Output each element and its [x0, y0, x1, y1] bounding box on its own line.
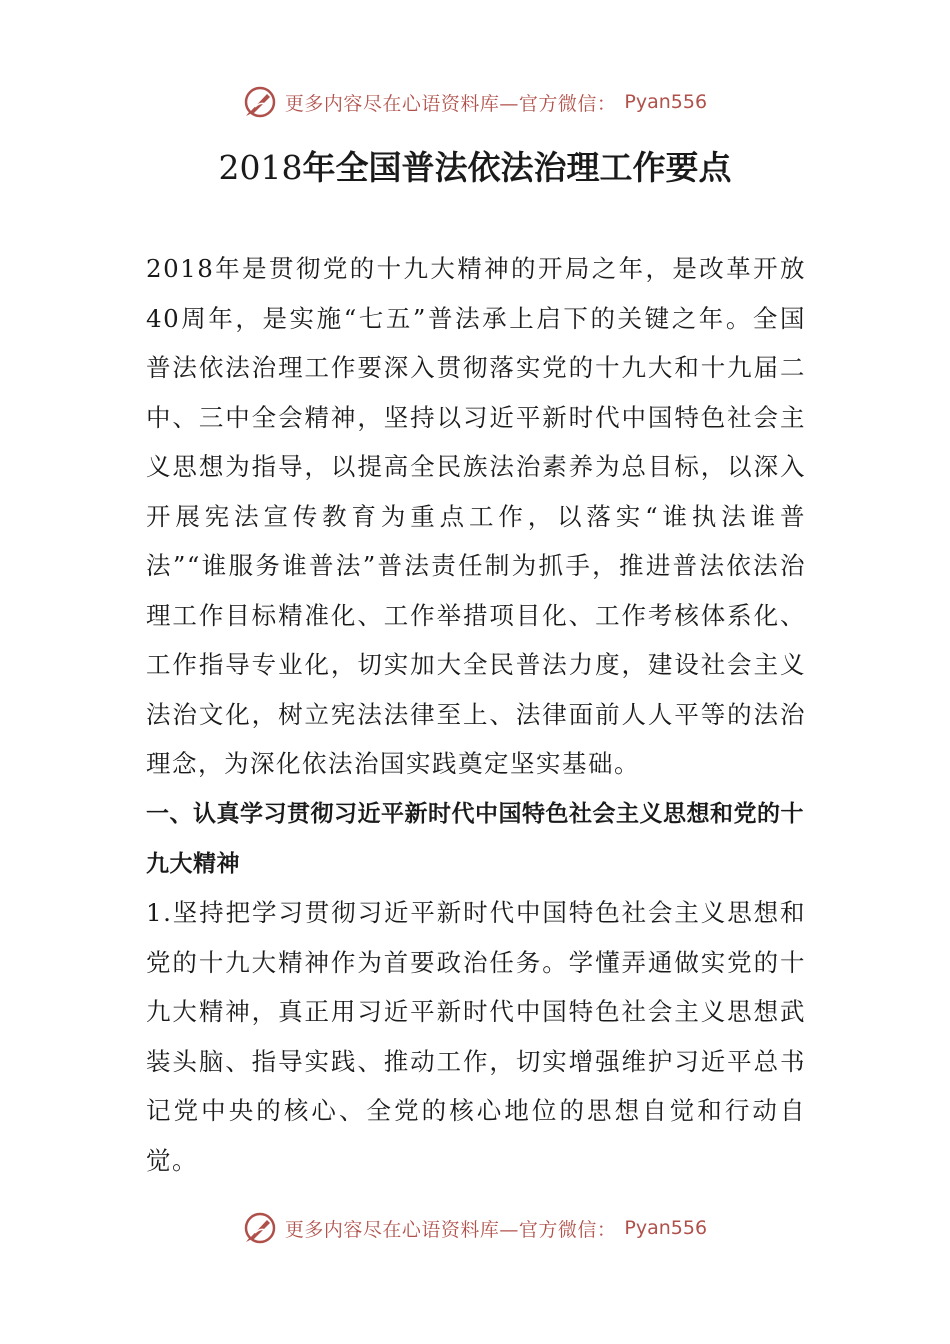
section-1 — [146, 789, 806, 889]
intro-paragraph: 2018年是贯彻党的十九大精神的开局之年，是改革开放40周年，是实施“七五”普法承上启下的关键之年。全国普法依法治理工作要深入贯彻落实党的十九大和十九届二中、三中全会精神，坚持以习近平新时代中国特色社会主义思想为指导，以提高全民族法治素养为总目标，以深入开展宪法宣传教育为重点工作，以落实“谁执法谁普法”“谁服务谁普法”普法责任制为抓手，推进普法依法治理工作目标精准化、工作举措项目化、工作考核体系化、工作指导专业化，切实加大全民普法力度，建设社会主义法治文化，树立宪法法律至上、法律面前人人平等的法治理念，为深化依法治国实践奠定坚实基础。 — [146, 254, 806, 778]
title-text: 年全国普法依法治理工作要点 — [302, 148, 732, 187]
title-year: 2018 — [218, 148, 303, 187]
section-1-heading: 一、认真学习贯彻习近平新时代中国特色社会主义思想和党的十九大精神 — [146, 801, 804, 877]
footer-banner — [0, 1208, 950, 1248]
banner-text: 更多内容尽在心语资料库—官方微信： — [284, 1218, 617, 1241]
pen-logo-icon — [243, 85, 277, 119]
wechat-id: Pyan556 — [624, 91, 708, 113]
page-title — [0, 142, 950, 189]
intro-block — [146, 244, 806, 789]
header-banner — [0, 82, 950, 122]
pen-logo-icon — [243, 1211, 277, 1245]
section-1-body — [146, 888, 806, 1185]
wechat-id: Pyan556 — [624, 1217, 708, 1239]
banner-text: 更多内容尽在心语资料库—官方微信： — [284, 92, 617, 115]
section-1-item-1: 1.坚持把学习贯彻习近平新时代中国特色社会主义思想和党的十九大精神作为首要政治任务。学懂弄通做实党的十九大精神，真正用习近平新时代中国特色社会主义思想武装头脑、指导实践、推动工作，切实增强维护习近平总书记党中央的核心、全党的核心地位的思想自觉和行动自觉。 — [146, 898, 806, 1175]
